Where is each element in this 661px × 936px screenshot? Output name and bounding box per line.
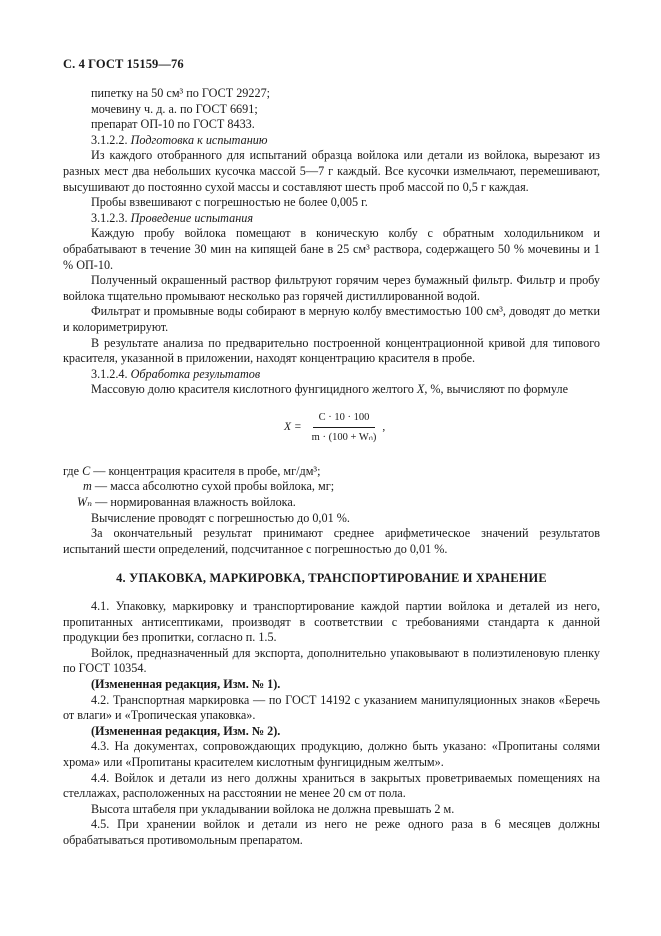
text-run: , %, вычисляют по формуле [424,382,568,397]
paragraph [63,382,600,398]
formula-denominator: m · (100 + Wₙ) [311,432,377,444]
paragraph: Войлок, предназначенный для экспорта, дополнительно упаковывают в полиэтиленовую пленку по ГОСТ 10354. [63,645,600,676]
paragraph: 4.1. Упаковку, маркировку и транспортирование каждой партии войлока и деталей из него, пропитанных антисептиками, производят в соответствии с требованиями стандарта к данной продукции без пропитки, согласно п. 1.5. [63,599,600,645]
formula-lhs: X = [284,421,302,434]
definition-symbol: C [82,463,91,478]
paragraph: Фильтрат и промывные воды собирают в мерную колбу вместимостью 100 см³, доводят до метки и колориметрируют. [63,304,600,334]
subsection-title: Проведение испытания [130,210,254,225]
section-title: 4. УПАКОВКА, МАРКИРОВКА, ТРАНСПОРТИРОВАНИЕ И ХРАНЕНИЕ [116,571,547,586]
text-run: Массовую долю красителя кислотного фунгицидного желтого [91,382,417,397]
subsection-number: 3.1.2.4. [91,366,128,381]
paragraph: Каждую пробу войлока помещают в коническую колбу с обратным холодильником и обрабатывают в течение 30 мин на кипящей бане в 25 см³ раствора, содержащего 50 % мочевины и 1 % ОП-10. [63,226,600,272]
amendment-note: (Измененная редакция, Изм. № 1). [91,677,281,691]
paragraph: Из каждого отобранного для испытаний образца войлока или детали из войлока, вырезают из разных мест два небольших кусочка массой 5—7 г каждый. Все кусочки измельчают, перемешивают, высушивают до постоянно сухой массы и составляют шесть проб массой по 0,5 г каждая. [63,148,600,194]
paragraph: 4.4. Войлок и детали из него должны храниться в закрытых проветриваемых помещениях на стеллажах, расположенных на расстоянии не менее 20 см от пола. [63,770,600,801]
subsection-heading [63,367,600,383]
formula-tail: , [382,421,386,434]
definition-row [63,479,600,495]
subsection-number: 3.1.2.3. [91,210,128,225]
definition-row [63,464,600,480]
paragraph: Пробы взвешивают с погрешностью не более 0,005 г. [91,195,368,210]
definition-prefix: где [63,463,83,478]
paragraph: 4.3. На документах, сопровождающих продукцию, должно быть указано: «Пропитаны солями хрома» или «Пропитаны красителем кислотным фунгицидным желтым». [63,739,600,769]
definition-text: — концентрация красителя в пробе, мг/дм³; [90,463,321,478]
paragraph: В результате анализа по предварительно построенной концентрационной кривой для типового красителя, указанной в приложении, находят концентрацию красителя в пробе. [63,335,600,366]
paragraph: Полученный окрашенный раствор фильтруют горячим через бумажный фильтр. Фильтр и пробу войлока тщательно промывают несколько раз горячей дистиллированной водой. [63,273,600,303]
paragraph: 4.2. Транспортная маркировка — по ГОСТ 14192 с указанием манипуляционных знаков «Беречь от влаги» и «Тропическая упаковка». [63,692,600,723]
definition-symbol: Wₙ [77,495,93,510]
subsection-title: Подготовка к испытанию [130,132,268,147]
formula [284,410,385,446]
definition-symbol: m [83,479,92,494]
variable-definitions [63,464,600,511]
subsection-heading [63,133,600,149]
formula-block [63,410,600,454]
page-header: С. 4 ГОСТ 15159—76 [63,57,184,71]
paragraph: Высота штабеля при укладывании войлока не должна превышать 2 м. [91,801,455,816]
list-item: препарат ОП-10 по ГОСТ 8433. [91,117,255,132]
list-item: пипетку на 50 см³ по ГОСТ 29227; [91,86,271,100]
definition-text: — масса абсолютно сухой пробы войлока, мг; [91,479,335,494]
page-content [63,86,600,849]
paragraph: 4.5. При хранении войлок и детали из него не реже одного раза в 6 месяцев должны обрабатываться противомольным препаратом. [63,817,600,847]
subsection-heading [63,211,600,227]
fraction [306,410,386,446]
paragraph: За окончательный результат принимают среднее арифметическое значений результатов испытаний шести определений, подсчитанное с погрешностью до 0,01 %. [63,526,600,556]
formula-numerator: C · 10 · 100 [313,410,376,429]
amendment-note: (Измененная редакция, Изм. № 2). [91,723,281,738]
definition-row [63,495,600,511]
paragraph: Вычисление проводят с погрешностью до 0,01 %. [91,510,350,525]
list-item: мочевину ч. д. а. по ГОСТ 6691; [91,101,258,116]
definition-text: — нормированная влажность войлока. [92,495,296,510]
variable: X [416,382,425,397]
subsection-number: 3.1.2.2. [91,132,128,147]
subsection-title: Обработка результатов [130,366,261,381]
